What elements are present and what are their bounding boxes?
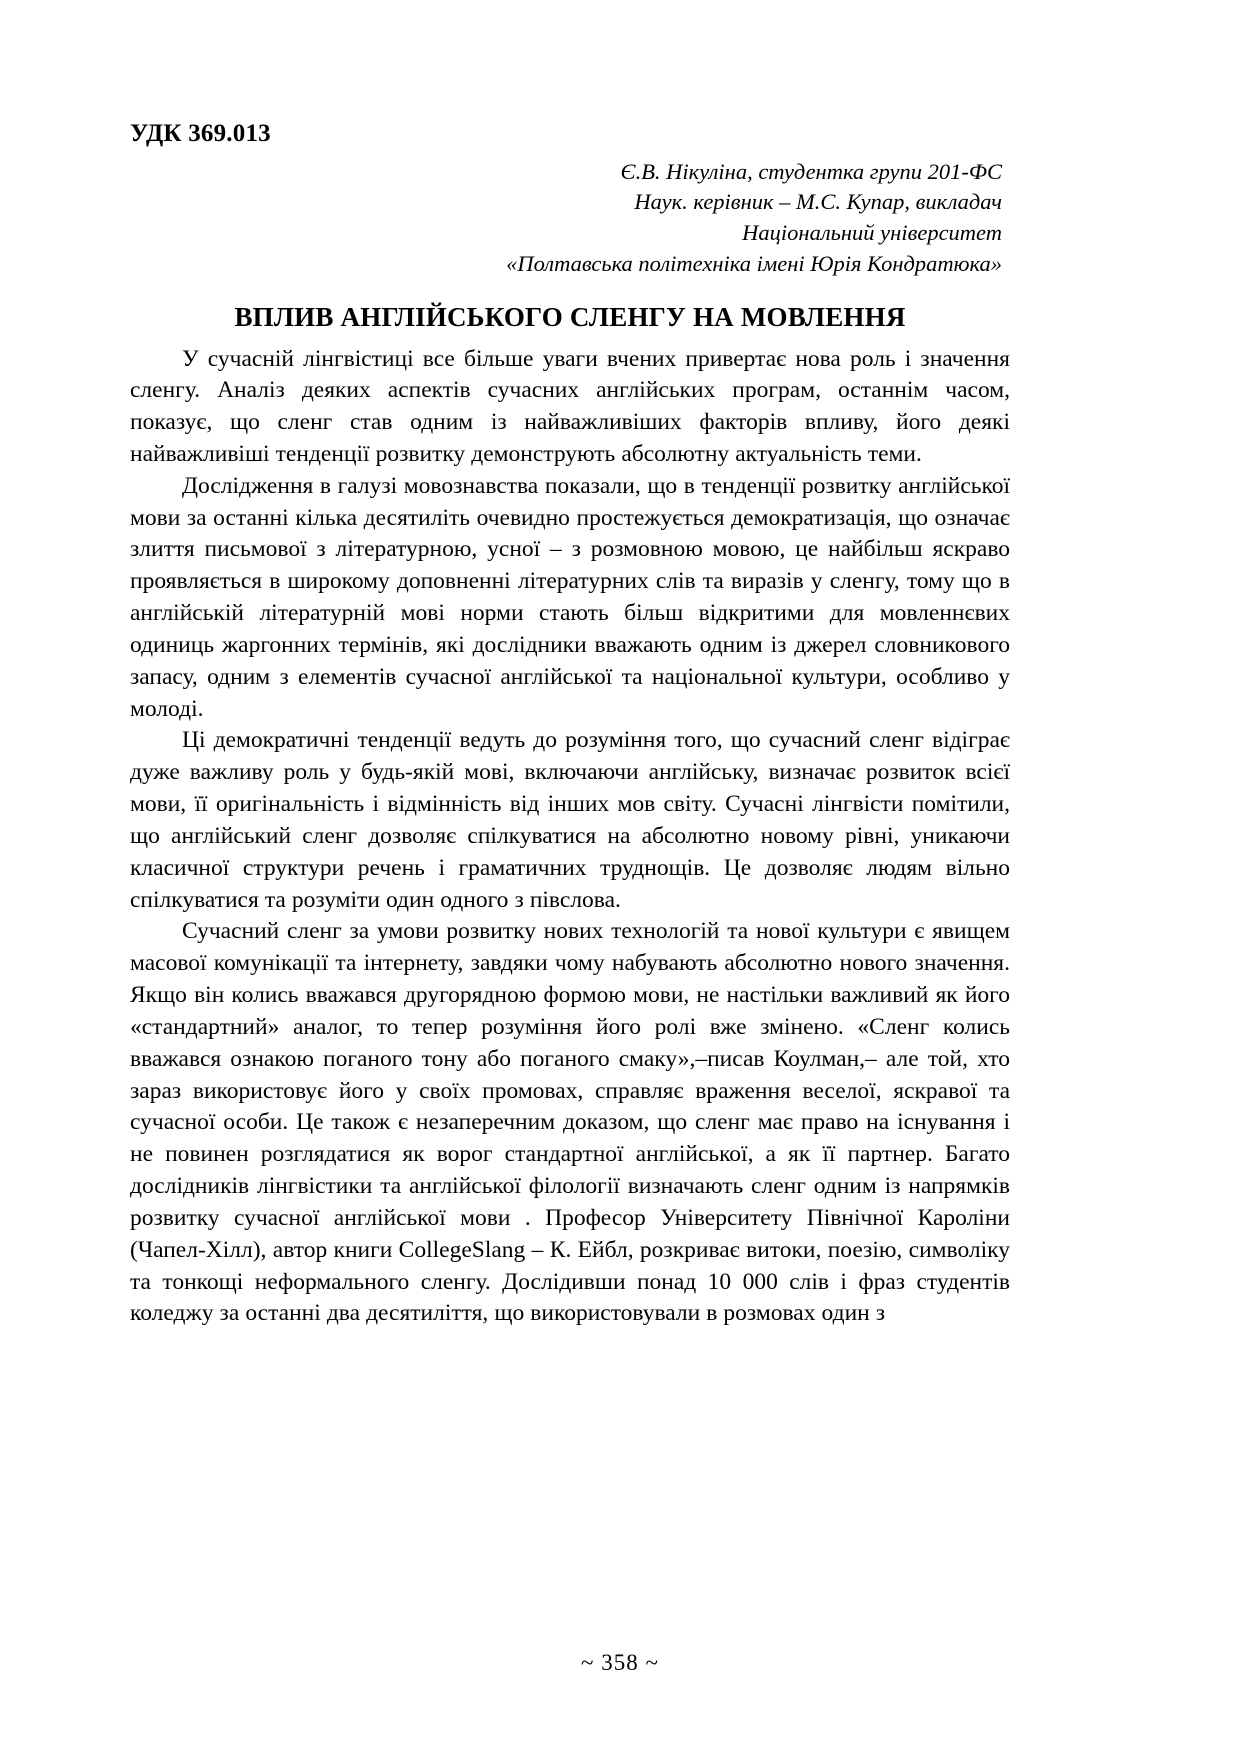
body-paragraph-3: Ці демократичні тенденції ведуть до розуміння того, що сучасний сленг відіграє дуже важливу роль у будь-якій мові, включаючи англійську, визначає розвиток всієї мови, її оригінальність і відмінність від інших мов світу. Сучасні лінгвісти помітили, що англійський сленг дозволяє спілкуватися на абсолютно новому рівні, уникаючи класичної структури речень і граматичних труднощів. Це дозволяє людям вільно спілкуватися та розуміти один одного з півслова. [130, 727, 1010, 913]
page-number: ~ 358 ~ [581, 1650, 659, 1675]
article-body [130, 344, 1010, 1331]
body-paragraph-2: Дослідження в галузі мовознавства показали, що в тенденції розвитку англійської мови за останні кілька десятиліть очевидно простежується демократизація, що означає злиття письмової з літературною, усної – з розмовною мовою, це найбільш яскраво проявляється в широкому доповненні літературних слів та виразів у сленгу, тому що в англійській літературній мові норми стають більш відкритими для мовленнєвих одиниць жаргонних термінів, які дослідники вважають одним із джерел словникового запасу, одним з елементів сучасної англійської та національної культури, особливо у молоді. [130, 472, 1010, 722]
body-paragraph-4: Сучасний сленг за умови розвитку нових технологій та нової культури є явищем масової комунікації та інтернету, завдяки чому набувають абсолютно нового значення. Якщо він колись вважався другорядною формою мови, не настільки важливий як його «стандартний» аналог, то тепер розуміння його ролі вже змінено. «Сленг колись вважався ознакою поганого тону або поганого смаку»,–писав Коулман,– але той, хто зараз використовує його у своїх промовах, справляє враження веселої, яскравої та сучасної особи. Це також є незаперечним доказом, що сленг має право на існування і не повинен розглядатися як ворог стандартної англійської, а як її партнер. Багато дослідників лінгвістики та англійської філології визначають сленг одним із напрямків розвитку сучасної англійської мови . Професор Університету Північної Кароліни (Чапел-Хілл), автор книги CollegeSlang – К. Ейбл, розкриває витоки, поезію, символіку та тонкощі неформального сленгу. Дослідивши понад 10 000 слів і фраз студентів коледжу за останні два десятиліття, що використовували в розмовах один з [130, 918, 1010, 1327]
affiliation-line-supervisor: Наук. керівник – М.С. Купар, викладач [634, 189, 1002, 215]
affiliation-line-author: Є.В. Нікуліна, студентка групи 201-ФС [620, 158, 1002, 184]
affiliation-line-university: Національний університет [742, 219, 1002, 245]
affiliation-line-university-name: «Полтавська політехніка імені Юрія Кондратюка» [506, 250, 1002, 276]
udk-code: УДК 369.013 [130, 120, 271, 147]
article-title: ВПЛИВ АНГЛІЙСЬКОГО СЛЕНГУ НА МОВЛЕННЯ [234, 302, 906, 333]
page-content [130, 120, 1010, 1330]
affiliation-block [130, 157, 1002, 279]
body-paragraph-1: У сучасній лінгвістиці все більше уваги вчених привертає нова роль і значення сленгу. Аналіз деяких аспектів сучасних англійських програм, останнім часом, показує, що сленг став одним із найважливіших факторів впливу, його деякі найважливіші тенденції розвитку демонструють абсолютну актуальність теми. [130, 345, 1010, 467]
